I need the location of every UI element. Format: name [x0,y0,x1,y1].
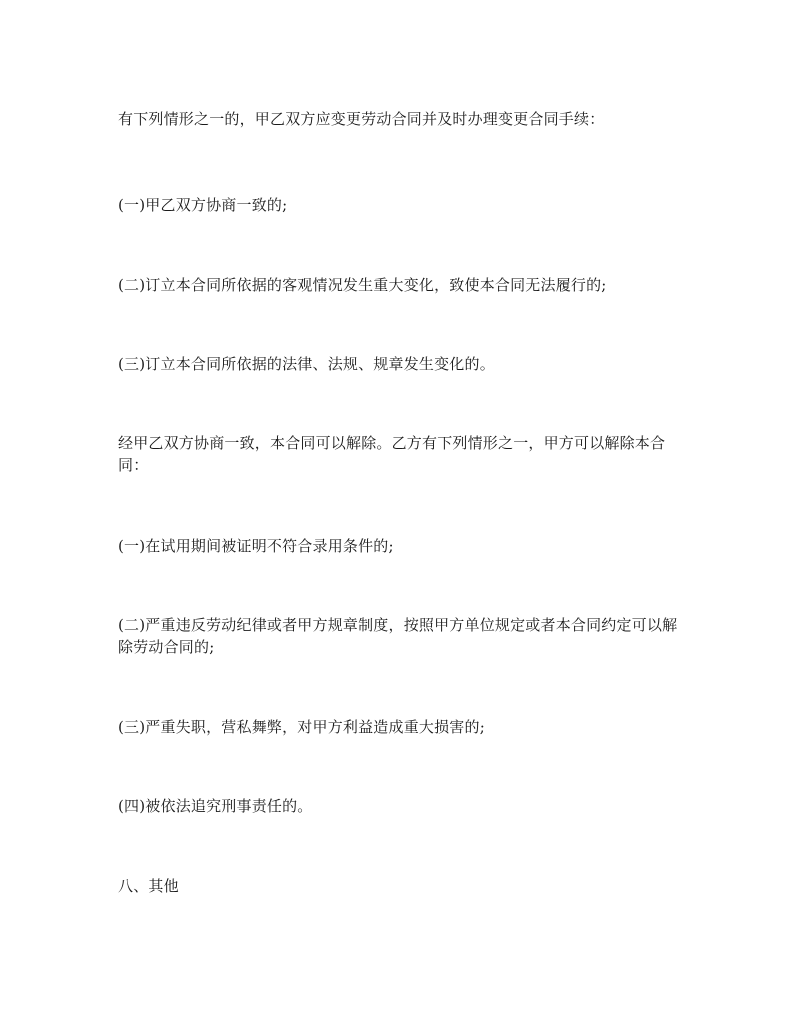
paragraph-change-item-2: (二)订立本合同所依据的客观情况发生重大变化，致使本合同无法履行的; [118,276,607,294]
paragraph-change-item-3: (三)订立本合同所依据的法律、法规、规章发生变化的。 [118,355,495,373]
paragraph-termination-item-3: (三)严重失职，营私舞弊，对甲方利益造成重大损害的; [118,718,485,736]
paragraph-termination-item-2: (二)严重违反劳动纪律或者甲方规章制度，按照甲方单位规定或者本合同约定可以解除劳动合同的; [118,616,678,656]
section-heading-other: 八、其他 [118,877,179,895]
paragraph-termination-intro: 经甲乙双方协商一致，本合同可以解除。乙方有下列情形之一，甲方可以解除本合同： [118,434,666,474]
paragraph-termination-item-4: (四)被依法追究刑事责任的。 [118,797,313,815]
paragraph-change-conditions: 有下列情形之一的，甲乙双方应变更劳动合同并及时办理变更合同手续： [118,110,605,128]
paragraph-termination-item-1: (一)在试用期间被证明不符合录用条件的; [118,537,394,555]
paragraph-change-item-1: (一)甲乙双方协商一致的; [118,196,288,214]
